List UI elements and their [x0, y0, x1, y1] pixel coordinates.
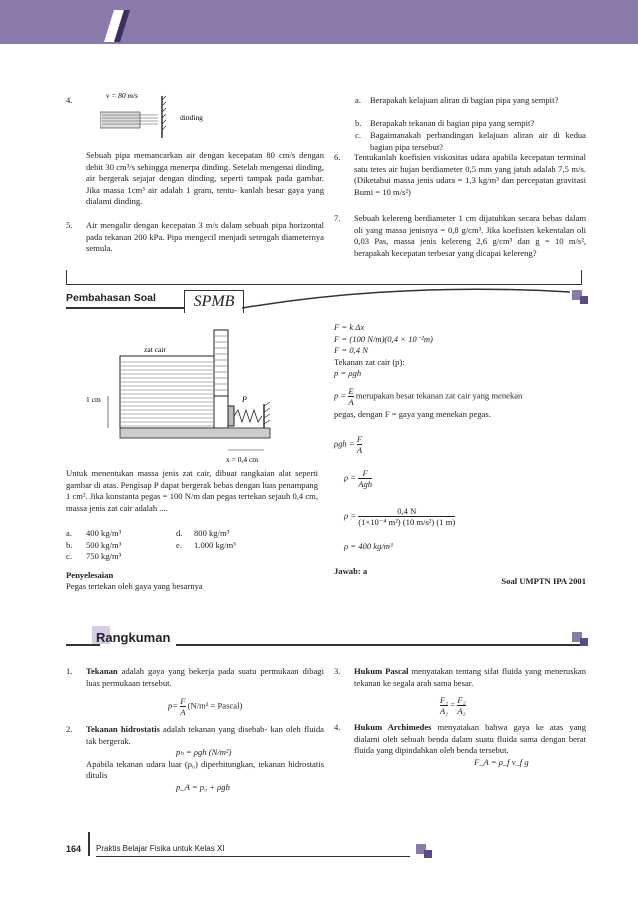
eq6-lhs: p =	[334, 390, 347, 401]
q7-number: 7.	[334, 213, 341, 223]
option-e-label: e.	[176, 539, 182, 550]
eq-3: F = 0,4 N	[334, 345, 368, 355]
options-row-1	[66, 528, 318, 540]
eq-10: ρ = 400 kg/m³	[344, 541, 393, 551]
pembahasan-title: Pembahasan Soal	[66, 292, 156, 304]
q5-sub-c-label: c.	[355, 130, 361, 140]
r3-f2-num: F₂	[457, 695, 466, 705]
fig-P-label: P	[242, 395, 247, 404]
pembahasan-problem: Untuk menentukan massa jenis zat cair, dibuat rangkaian alat seperti gambar di atas. Pengisap P dapat bergerak bebas dengan luas penampang 1 cm². Jika konstanta pegas = 100 N/m dan pegas tertekan sejauh 0,4 cm, massa jenis zat cair adalah ....	[66, 468, 318, 513]
r1-text: adalah gaya yang bekerja pada suatu permukaan dibagi luas permukaan tersebut.	[86, 666, 324, 688]
rangkuman-accent-2	[580, 638, 588, 646]
footer-book-title: Praktis Belajar Fisika untuk Kelas XI	[96, 844, 225, 853]
options-row-2	[66, 540, 318, 552]
r2-number: 2.	[66, 724, 73, 734]
exercise-bracket	[66, 270, 582, 285]
r3-bold: Hukum Pascal	[354, 666, 409, 676]
eq-2: F = (100 N/m)(0,4 × 10⁻²m)	[334, 333, 433, 344]
q4-number: 4.	[66, 95, 73, 105]
r1-number: 1.	[66, 666, 73, 676]
option-c-label: c.	[66, 551, 72, 561]
footer-rule	[96, 856, 410, 857]
header-band	[0, 0, 638, 44]
r2-bold: Tekanan hidrostatis	[86, 724, 160, 734]
q5-sub-b-text: Berapakah tekanan di bagian pipa yang sempit?	[370, 118, 535, 128]
source: Soal UMPTN IPA 2001	[501, 576, 586, 586]
question-7	[334, 213, 586, 259]
q5-sub-a-label: a.	[355, 95, 361, 105]
r3-text: menyatakan tentang sifat fluida yang meneruskan tekanan ke segala arah sama besar.	[354, 666, 586, 688]
option-e-text: 1.000 kg/m³	[194, 539, 236, 550]
question-5	[66, 220, 324, 255]
accent-square-2	[580, 296, 588, 304]
rangkuman-item-4	[334, 722, 586, 768]
eq6-line2: pegas, dengan F = gaya yang menekan pegas.	[334, 409, 491, 419]
fig-x-label: x = 0,4 cm	[226, 455, 259, 464]
q5-sub-c	[340, 130, 586, 153]
r3-f2-den: A₂	[457, 706, 466, 716]
r3-number: 3.	[334, 666, 341, 676]
solution-equations	[334, 322, 586, 380]
option-b-text: 500 kg/m³	[86, 539, 122, 550]
r3-fraction-2	[457, 695, 465, 716]
option-a-label: a.	[66, 528, 72, 538]
r4-text: menyatakan bahwa gaya ke atas yang dialami oleh sebuah benda dalam suatu fluida sama dengan berat fluida yang dipindahkan oleh benda tersebut.	[354, 722, 586, 755]
rangkuman-item-3	[334, 666, 586, 689]
r3-fraction-1	[440, 695, 448, 716]
r2-text2: Apabila tekanan udara luar (ρ₀) diperhitungkan, tekanan hidrostatis ditulis	[86, 758, 324, 780]
rangkuman-rule	[176, 644, 586, 646]
eq6-fraction	[348, 386, 353, 407]
rangkuman-item-1	[66, 666, 324, 689]
q5-number: 5.	[66, 220, 73, 230]
footer-accent-2	[424, 850, 432, 858]
header-logo-icon	[100, 8, 140, 58]
eq-9	[344, 506, 455, 527]
r1-num: F	[180, 696, 186, 706]
eq-4: Tekanan zat cair (p):	[334, 356, 405, 367]
r2-formula2: p_A = p₀ + ρgh	[176, 781, 230, 792]
spmb-tag: SPMB	[184, 290, 244, 313]
options-row-3	[66, 551, 318, 563]
r1-fraction	[180, 696, 185, 717]
eq8-den: Agh	[358, 479, 373, 489]
r2-formula: pₕ = ρgh (N/m²)	[176, 747, 232, 757]
q5-sub-a-text: Berapakah kelajuan aliran di bagian pipa yang sempit?	[370, 95, 559, 105]
rangkuman-item-2	[66, 724, 324, 793]
r1-formula	[168, 696, 242, 717]
answer: Jawab: a	[334, 566, 368, 576]
q5-text: Air mengalir dengan kecepatan 3 m/s dalam sebuah pipa horizontal pada tekanan 200 kPa. Pipa mengecil menjadi setengah diameternya semula.	[86, 220, 324, 253]
q5-sub-b-label: b.	[355, 118, 362, 128]
r4-formula: F_A = ρ_f v_f g	[474, 756, 529, 767]
footer-divider	[88, 832, 90, 856]
eq-5: p = ρgh	[334, 368, 362, 378]
pipe-wall-figure	[100, 90, 240, 142]
q6-number: 6.	[334, 152, 341, 162]
r3-formula: $\frac{\text{F₁}}{\text{A₁}}$ = $\frac{\text{F₂}}{\text{A₂}}$	[440, 695, 466, 716]
eq6-den: A	[348, 397, 354, 407]
q5-sub-a	[340, 95, 586, 118]
r2-text: adalah tekanan yang disebab- kan oleh fluida tak bergerak.	[86, 724, 324, 746]
rangkuman-title: Rangkuman	[96, 630, 171, 645]
pembahasan-options	[66, 528, 318, 563]
eq7-fraction	[357, 434, 362, 455]
eq8-lhs: ρ =	[344, 472, 357, 483]
fluid-spring-figure	[84, 326, 304, 466]
q6-text: Tentukanlah koefisien viskositas udara apabila kecepatan terminal satu tetes air hujan berdiameter 0,5 mm yang jatuh adalah 7,5 m/s. (Diketahui massa jenis udara = 1,3 kg/m³ dan percepatan gravitasi Bumi = 10 m/s²)	[354, 152, 586, 197]
fig-1cm-label: 1 cm	[86, 395, 101, 404]
r1-bold: Tekanan	[86, 666, 118, 676]
option-a-text: 400 kg/m³	[86, 528, 122, 538]
eq7-num: F	[356, 434, 363, 444]
eq9-fraction	[358, 506, 455, 527]
r4-bold: Hukum Archimedes	[354, 722, 432, 732]
eq6-num: E	[348, 386, 354, 396]
solution-text: Pegas tertekan oleh gaya yang besarnya	[66, 581, 203, 591]
eq9-num: 0,4 N	[358, 506, 455, 517]
pembahasan-rule	[66, 307, 184, 309]
option-c-text: 750 kg/m³	[86, 551, 122, 561]
eq8-fraction	[358, 468, 372, 489]
option-b-label: b.	[66, 539, 73, 550]
fig-wall-label: dinding	[180, 113, 203, 122]
eq-7	[334, 434, 362, 455]
eq9-lhs: ρ =	[344, 510, 357, 521]
solution-title: Penyelesaian	[66, 570, 114, 580]
q5-sub-b	[340, 118, 586, 130]
eq7-den: A	[356, 445, 363, 455]
r1-unit: (N/m² = Pascal)	[187, 700, 243, 711]
eq-1: F = k Δx	[334, 322, 365, 332]
eq8-num: F	[358, 468, 372, 479]
pembahasan-arc	[240, 288, 580, 310]
q5-sub-c-text: Bagaimanakah perbandingan kelajuan aliran air di kedua bagian pipa tersebut?	[370, 130, 586, 152]
q4-text: Sebuah pipa memancarkan air dengan kecepatan 80 cm/s dengan debit 30 cm³/s sehingga menerpa dinding. Setelah mengenai dinding, air bergerak sejajar dengan dinding, seperti tampak pada gambar. Jika massa 1cm³ air adalah 1 gram, tentu- kanlah besar gaya yang dialami dinding.	[86, 150, 324, 206]
eq6-rest: merupakan besar tekanan zat cair yang menekan	[355, 390, 523, 401]
question-6	[334, 152, 586, 198]
page-number: 164	[66, 844, 82, 854]
r3-f1-num: F₁	[440, 695, 449, 705]
eq7-lhs: ρgh =	[334, 438, 355, 449]
eq9-den: (1×10⁻⁴ m²) (10 m/s²) (1 m)	[358, 517, 456, 527]
rangkuman-rule-left	[66, 644, 100, 646]
r3-f1-den: A₁	[440, 706, 449, 716]
q5-subitems	[340, 95, 586, 153]
r4-number: 4.	[334, 722, 341, 732]
eq-8	[344, 468, 372, 489]
fig-fluid-label: zat cair	[144, 345, 166, 354]
r1-formula-lhs: p=	[168, 700, 179, 711]
option-d-text: 800 kg/m³	[194, 528, 230, 538]
fig-velocity-label: v = 80 m/s	[106, 91, 138, 100]
r1-den: A	[180, 707, 186, 717]
q7-text: Sebuah kelereng berdiameter 1 cm dijatuhkan secara bebas dalam oli yang massa jenisnya = 0,8 g/cm³. Jika koefisien kekentalan oli 0,03 Pas, massa jenis kelereng 2,6 g/cm³ dan g = 10 m/s², berapakah kecepatan terbesar yang dicapai kelereng?	[354, 213, 586, 258]
option-d-label: d.	[176, 528, 183, 538]
eq-6	[334, 386, 586, 421]
